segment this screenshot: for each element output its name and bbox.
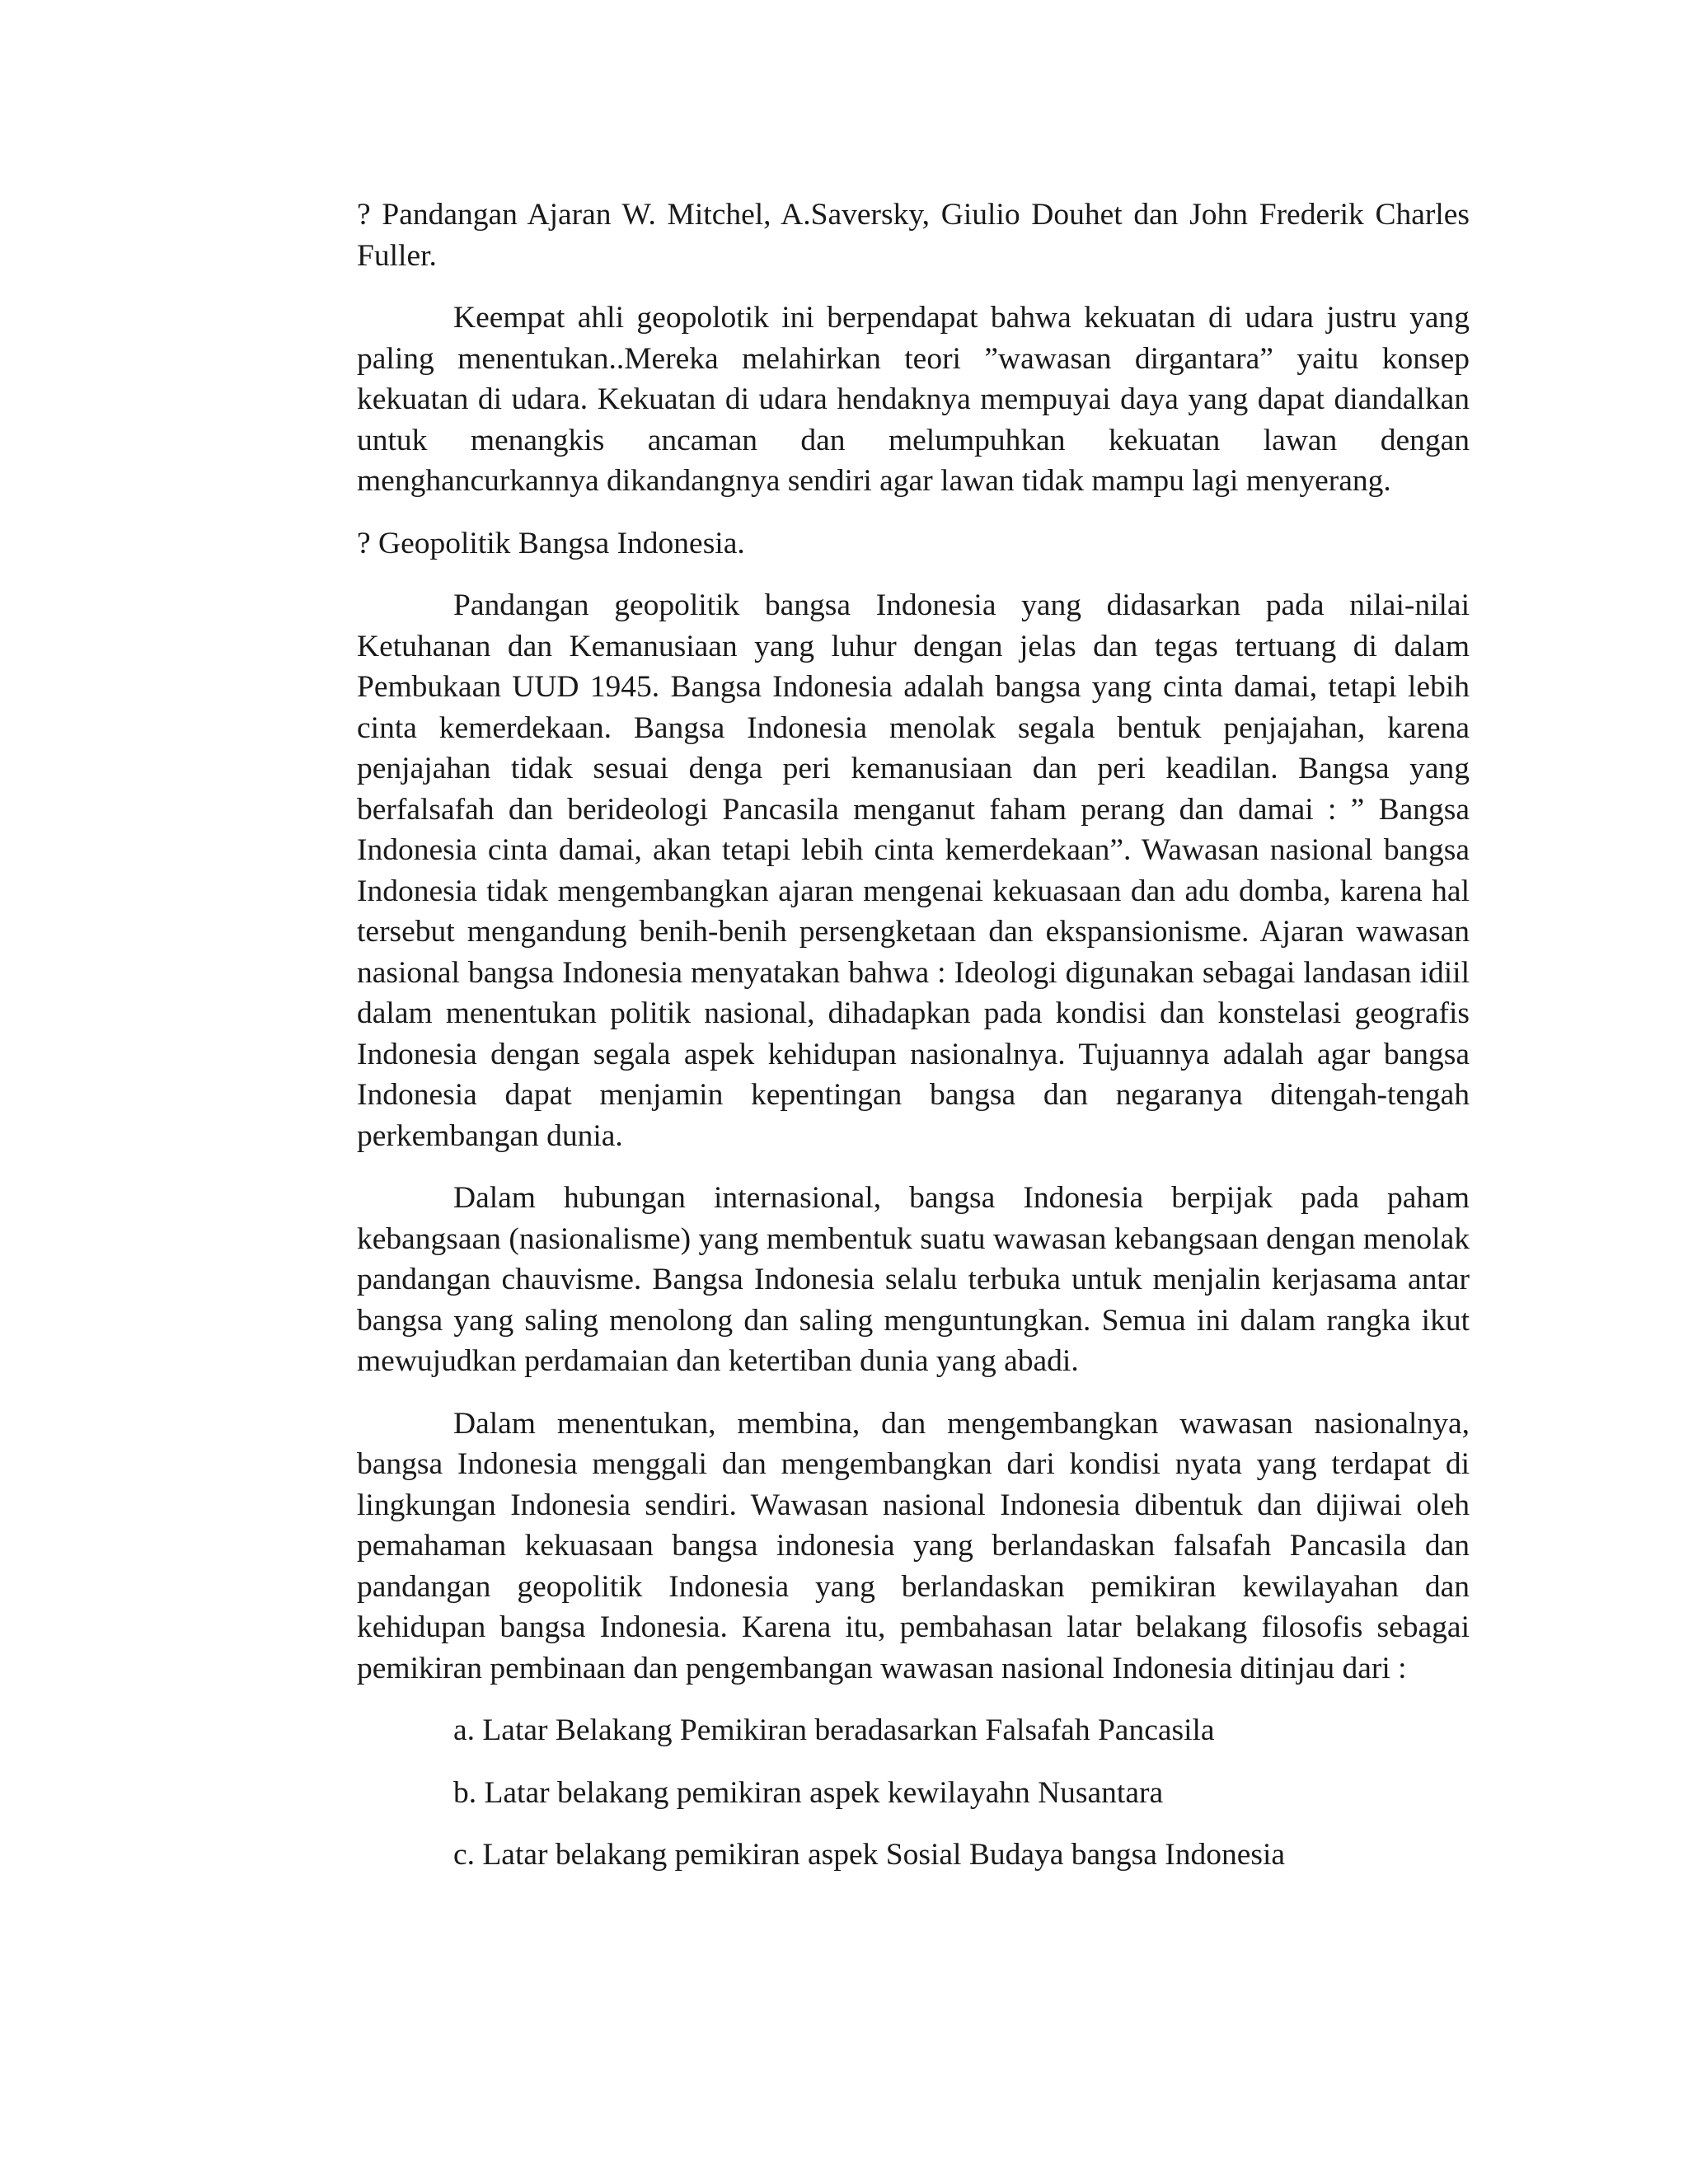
paragraph-geopolitik-values: Pandangan geopolitik bangsa Indonesia yang didasarkan pada nilai-nilai Ketuhanan dan Kemanusiaan yang luhur dengan jelas dan tegas tertuang di dalam Pembukaan UUD 1945. Bangsa Indonesia adalah bangsa yang cinta damai, tetapi lebih cinta kemerdekaan. Bangsa Indonesia menolak segala bentuk penjajahan, karena penjajahan tidak sesuai denga peri kemanusiaan dan peri keadilan. Bangsa yang berfalsafah dan berideologi Pancasila menganut faham perang dan damai : ” Bangsa Indonesia cinta damai, akan tetapi lebih cinta kemerdekaan”. Wawasan nasional bangsa Indonesia tidak mengembangkan ajaran mengenai kekuasaan dan adu domba, karena hal tersebut mengandung benih-benih persengketaan dan ekspansionisme. Ajaran wawasan nasional bangsa Indonesia menyatakan bahwa : Ideologi digunakan sebagai landasan idiil dalam menentukan politik nasional, dihadapkan pada kondisi dan konstelasi geografis Indonesia dengan segala aspek kehidupan nasionalnya. Tujuannya adalah agar bangsa Indonesia dapat menjamin kepentingan bangsa dan negaranya ditengah-tengah perkembangan dunia. <box>357 588 1470 1153</box>
list-item: c. Latar belakang pemikiran aspek Sosial Budaya bangsa Indonesia <box>453 1838 1286 1872</box>
paragraph-air-power: Keempat ahli geopolotik ini berpendapat bahwa kekuatan di udara justru yang paling menentukan..Mereka melahirkan teori ”wawasan dirgantara” yaitu konsep kekuatan di udara. Kekuatan di udara hendaknya mempuyai daya yang dapat diandalkan untuk menangkis ancaman dan melumpuhkan kekuatan lawan dengan menghancurkannya dikandangnya sendiri agar lawan tidak mampu lagi menyerang. <box>357 301 1470 498</box>
list-item: a. Latar Belakang Pemikiran beradasarkan Falsafah Pancasila <box>453 1713 1215 1747</box>
background-list <box>357 1710 1470 1876</box>
document-body <box>357 194 1470 1897</box>
paragraph-international-relations: Dalam hubungan internasional, bangsa Indonesia berpijak pada paham kebangsaan (nasionalisme) yang membentuk suatu wawasan kebangsaan dengan menolak pandangan chauvisme. Bangsa Indonesia selalu terbuka untuk menjalin kerjasama antar bangsa yang saling menolong dan saling menguntungkan. Semua ini dalam rangka ikut mewujudkan perdamaian dan ketertiban dunia yang abadi. <box>357 1181 1470 1378</box>
section-heading-air-power: ? Pandangan Ajaran W. Mitchel, A.Saversky, Giulio Douhet dan John Frederik Charles Fuller. <box>357 198 1470 273</box>
section-heading-geopolitik-indonesia: ? Geopolitik Bangsa Indonesia. <box>357 526 745 560</box>
paragraph-national-outlook: Dalam menentukan, membina, dan mengembangkan wawasan nasionalnya, bangsa Indonesia menggali dan mengembangkan dari kondisi nyata yang terdapat di lingkungan Indonesia sendiri. Wawasan nasional Indonesia dibentuk dan dijiwai oleh pemahaman kekuasaan bangsa indonesia yang berlandaskan falsafah Pancasila dan pandangan geopolitik Indonesia yang berlandaskan pemikiran kewilayahan dan kehidupan bangsa Indonesia. Karena itu, pembahasan latar belakang filosofis sebagai pemikiran pembinaan dan pengembangan wawasan nasional Indonesia ditinjau dari : <box>357 1406 1470 1685</box>
list-item: b. Latar belakang pemikiran aspek kewilayahn Nusantara <box>453 1775 1164 1810</box>
